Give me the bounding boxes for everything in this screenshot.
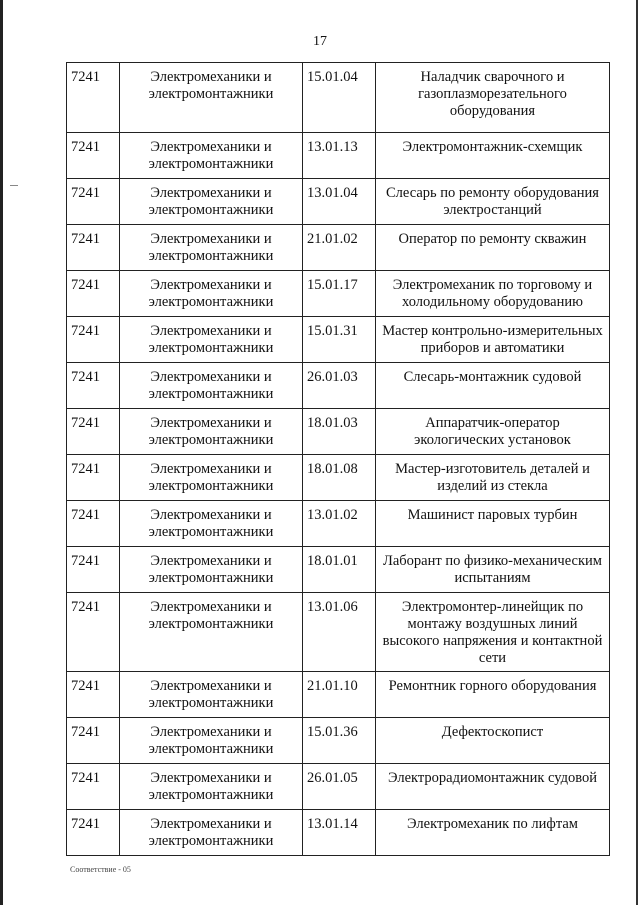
group-cell: Электромеханики и электромонтажники	[120, 764, 303, 810]
code-cell: 7241	[67, 225, 120, 271]
group-cell: Электромеханики и электромонтажники	[120, 225, 303, 271]
page-number: 17	[313, 34, 327, 49]
number-cell: 21.01.10	[303, 672, 376, 718]
code-cell: 7241	[67, 409, 120, 455]
profession-cell: Оператор по ремонту скважин	[376, 225, 610, 271]
code-cell: 7241	[67, 718, 120, 764]
number-cell: 15.01.31	[303, 317, 376, 363]
table-row	[67, 225, 610, 271]
table-row	[67, 810, 610, 856]
group-cell: Электромеханики и электромонтажники	[120, 271, 303, 317]
group-cell: Электромеханики и электромонтажники	[120, 593, 303, 672]
profession-cell: Электромонтажник-схемщик	[376, 133, 610, 179]
code-cell: 7241	[67, 317, 120, 363]
table-row	[67, 133, 610, 179]
footer-text: Соответствие - 05	[70, 865, 131, 874]
code-cell: 7241	[67, 501, 120, 547]
group-cell: Электромеханики и электромонтажники	[120, 363, 303, 409]
group-cell: Электромеханики и электромонтажники	[120, 63, 303, 133]
profession-cell: Мастер контрольно-измерительных приборов и автоматики	[376, 317, 610, 363]
code-cell: 7241	[67, 810, 120, 856]
number-cell: 18.01.01	[303, 547, 376, 593]
number-cell: 18.01.03	[303, 409, 376, 455]
number-cell: 13.01.13	[303, 133, 376, 179]
code-cell: 7241	[67, 455, 120, 501]
number-cell: 15.01.36	[303, 718, 376, 764]
table-row	[67, 672, 610, 718]
table-row	[67, 764, 610, 810]
group-cell: Электромеханики и электромонтажники	[120, 501, 303, 547]
profession-cell: Электромонтер-линейщик по монтажу воздушных линий высокого напряжения и контактной сети	[376, 593, 610, 672]
group-cell: Электромеханики и электромонтажники	[120, 672, 303, 718]
number-cell: 26.01.03	[303, 363, 376, 409]
number-cell: 26.01.05	[303, 764, 376, 810]
code-cell: 7241	[67, 271, 120, 317]
profession-cell: Машинист паровых турбин	[376, 501, 610, 547]
number-cell: 18.01.08	[303, 455, 376, 501]
profession-cell: Наладчик сварочного и газоплазморезательного оборудования	[376, 63, 610, 133]
group-cell: Электромеханики и электромонтажники	[120, 317, 303, 363]
profession-cell: Электромеханик по лифтам	[376, 810, 610, 856]
table-row	[67, 363, 610, 409]
number-cell: 15.01.17	[303, 271, 376, 317]
table-row	[67, 317, 610, 363]
number-cell: 13.01.02	[303, 501, 376, 547]
group-cell: Электромеханики и электромонтажники	[120, 547, 303, 593]
group-cell: Электромеханики и электромонтажники	[120, 718, 303, 764]
table-row	[67, 718, 610, 764]
number-cell: 15.01.04	[303, 63, 376, 133]
group-cell: Электромеханики и электромонтажники	[120, 133, 303, 179]
professions-table	[66, 62, 610, 856]
group-cell: Электромеханики и электромонтажники	[120, 455, 303, 501]
scan-left-edge	[0, 0, 3, 905]
profession-cell: Мастер-изготовитель деталей и изделий из стекла	[376, 455, 610, 501]
profession-cell: Слесарь-монтажник судовой	[376, 363, 610, 409]
profession-cell: Дефектоскопист	[376, 718, 610, 764]
code-cell: 7241	[67, 547, 120, 593]
group-cell: Электромеханики и электромонтажники	[120, 409, 303, 455]
code-cell: 7241	[67, 133, 120, 179]
table-row	[67, 179, 610, 225]
table-row	[67, 271, 610, 317]
margin-mark	[10, 185, 18, 186]
number-cell: 21.01.02	[303, 225, 376, 271]
code-cell: 7241	[67, 593, 120, 672]
code-cell: 7241	[67, 179, 120, 225]
code-cell: 7241	[67, 63, 120, 133]
number-cell: 13.01.04	[303, 179, 376, 225]
table-row	[67, 593, 610, 672]
profession-cell: Электрорадиомонтажник судовой	[376, 764, 610, 810]
profession-cell: Электромеханик по торговому и холодильному оборудованию	[376, 271, 610, 317]
code-cell: 7241	[67, 672, 120, 718]
table-row	[67, 63, 610, 133]
scan-right-edge	[636, 0, 638, 905]
number-cell: 13.01.14	[303, 810, 376, 856]
table-row	[67, 455, 610, 501]
profession-cell: Ремонтник горного оборудования	[376, 672, 610, 718]
number-cell: 13.01.06	[303, 593, 376, 672]
group-cell: Электромеханики и электромонтажники	[120, 179, 303, 225]
profession-cell: Слесарь по ремонту оборудования электростанций	[376, 179, 610, 225]
profession-cell: Лаборант по физико-механическим испытаниям	[376, 547, 610, 593]
code-cell: 7241	[67, 363, 120, 409]
table-row	[67, 501, 610, 547]
table-row	[67, 547, 610, 593]
table-row	[67, 409, 610, 455]
group-cell: Электромеханики и электромонтажники	[120, 810, 303, 856]
code-cell: 7241	[67, 764, 120, 810]
table-body	[67, 63, 610, 856]
profession-cell: Аппаратчик-оператор экологических установок	[376, 409, 610, 455]
